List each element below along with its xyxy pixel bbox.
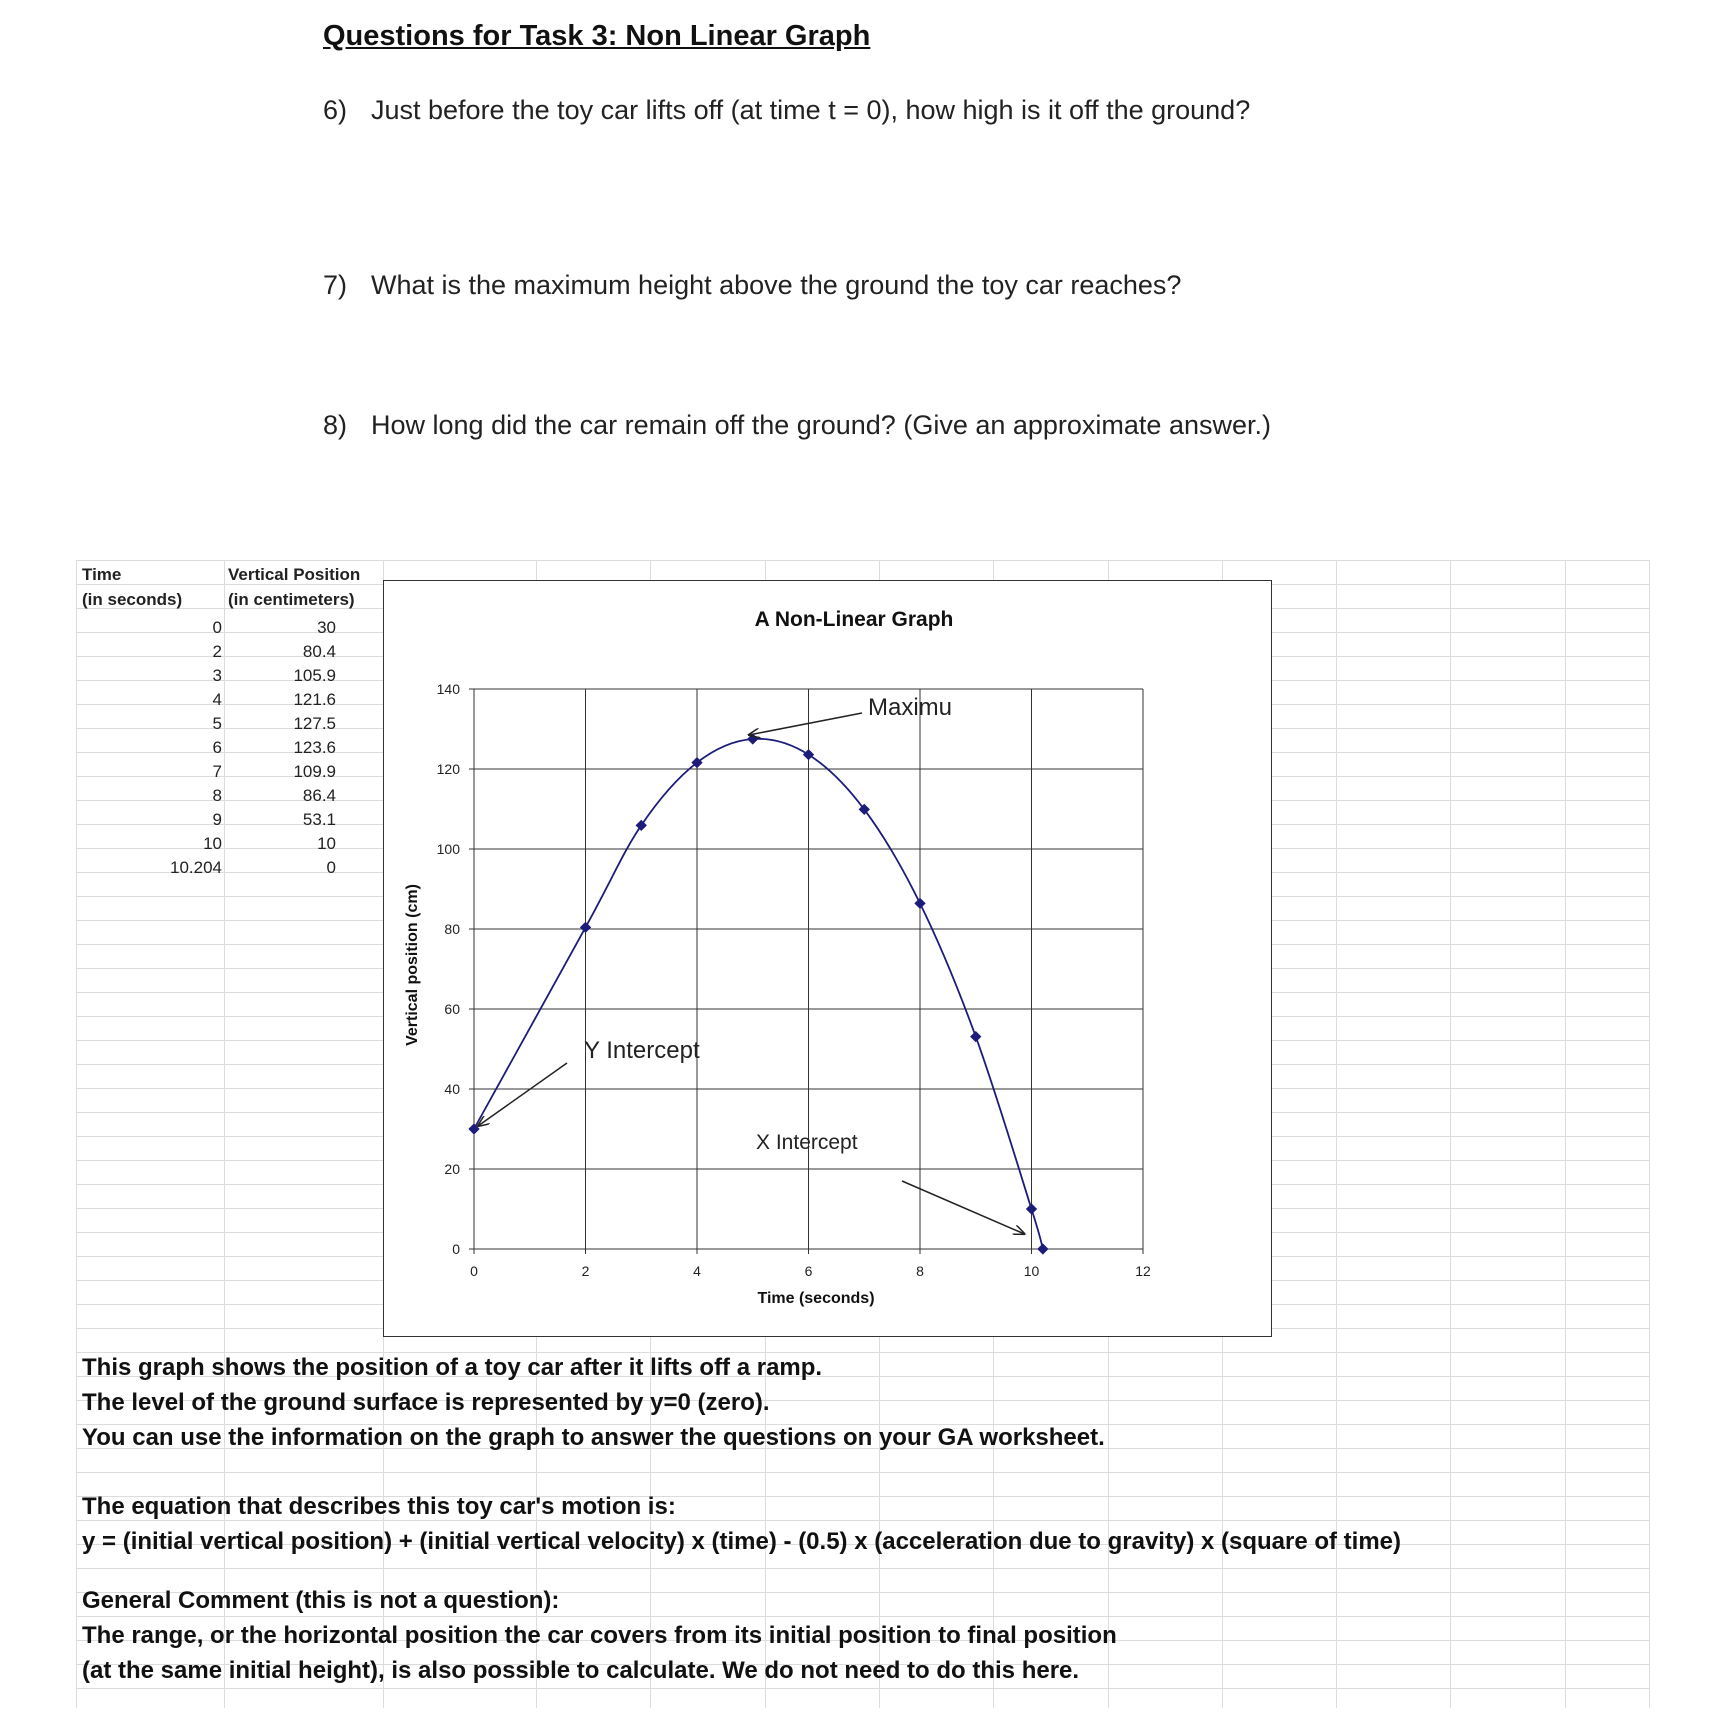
position-cell: 80.4 <box>302 642 336 661</box>
position-cell: 127.5 <box>293 714 336 733</box>
sheet-col-line <box>1565 560 1566 1708</box>
y-tick-label: 140 <box>436 681 460 697</box>
x-tick-label: 0 <box>470 1263 478 1279</box>
y-tick-label: 80 <box>444 921 460 937</box>
series-path <box>474 739 1043 1249</box>
position-unit-header: (in centimeters) <box>228 590 355 609</box>
description-line-2: The level of the ground surface is represented by y=0 (zero). <box>82 1389 770 1416</box>
x-axis-label: Time (seconds) <box>757 1290 875 1307</box>
sheet-row-line <box>76 1352 1650 1353</box>
data-point <box>580 922 591 933</box>
data-point <box>914 898 925 909</box>
position-cell: 0 <box>326 858 336 877</box>
x-tick-label: 6 <box>804 1263 813 1279</box>
position-cell: 10 <box>317 834 336 853</box>
time-cell: 10 <box>203 834 222 853</box>
sheet-row-line <box>76 1616 1650 1617</box>
time-cell: 8 <box>212 786 222 805</box>
position-cell: 121.6 <box>293 690 336 709</box>
chart-svg <box>384 581 1271 1336</box>
question-text: What is the maximum height above the ground the toy car reaches? <box>371 270 1182 300</box>
position-cell: 105.9 <box>293 666 336 685</box>
time-cell: 2 <box>212 642 222 661</box>
sheet-row-line <box>76 560 1650 561</box>
time-cell: 10.204 <box>170 858 222 877</box>
time-cell: 5 <box>212 714 222 733</box>
series-line <box>468 733 1048 1254</box>
equation-text: y = (initial vertical position) + (initial vertical velocity) x (time) - (0.5) x (acceleration due to gravity) x (square of time) <box>82 1528 1402 1555</box>
x-tick-label: 4 <box>693 1263 701 1279</box>
time-cell: 7 <box>212 762 222 781</box>
y-tick-label: 40 <box>444 1081 460 1097</box>
data-point <box>636 820 647 831</box>
time-unit-header: (in seconds) <box>82 590 183 609</box>
sheet-row-line <box>76 1568 1650 1569</box>
grid-lines <box>469 689 1143 1254</box>
sheet-row-line <box>76 1688 1650 1689</box>
y-tick-label: 0 <box>452 1241 460 1257</box>
chart-title: A Non-Linear Graph <box>754 608 954 631</box>
position-cell: 86.4 <box>302 786 336 805</box>
x-tick-label: 2 <box>581 1263 590 1279</box>
time-cell: 0 <box>212 618 222 637</box>
annotation-label: Maximu <box>868 694 953 721</box>
chart-container <box>383 580 1272 1337</box>
data-point <box>468 1123 479 1134</box>
question-8 <box>323 410 1271 441</box>
x-tick-label: 10 <box>1023 1263 1040 1279</box>
data-point <box>803 749 814 760</box>
y-axis-label: Vertical position (cm) <box>404 884 421 1046</box>
x-tick-label: 12 <box>1135 1263 1151 1279</box>
annotation-arrow <box>749 713 862 735</box>
time-cell: 9 <box>212 810 222 829</box>
y-tick-label: 100 <box>436 841 460 857</box>
question-number: 8) <box>323 410 348 440</box>
y-tick-label: 60 <box>444 1001 460 1017</box>
annotation-label: Y Intercept <box>584 1037 700 1064</box>
annotation-arrow <box>478 1063 567 1126</box>
annotations <box>478 694 1025 1234</box>
position-cell: 123.6 <box>293 738 336 757</box>
comment-heading: General Comment (this is not a question): <box>82 1587 560 1614</box>
position-cell: 53.1 <box>302 810 336 829</box>
worksheet-title: Questions for Task 3: Non Linear Graph <box>323 20 871 52</box>
x-tick-label: 8 <box>916 1263 924 1279</box>
tick-labels <box>437 681 1151 1279</box>
question-number: 7) <box>323 270 348 300</box>
equation-intro: The equation that describes this toy car's motion is: <box>82 1493 676 1520</box>
sheet-col-line <box>1649 560 1650 1708</box>
time-cell: 6 <box>212 738 222 757</box>
question-6 <box>323 95 1250 126</box>
position-cell: 30 <box>317 618 336 637</box>
sheet-row-line <box>76 1472 1650 1473</box>
time-header: Time <box>82 565 122 584</box>
y-tick-label: 20 <box>444 1161 460 1177</box>
question-text: Just before the toy car lifts off (at time t = 0), how high is it off the ground? <box>371 95 1251 125</box>
data-point <box>1037 1243 1048 1254</box>
description-line-3: You can use the information on the graph to answer the questions on your GA worksheet. <box>82 1424 1105 1451</box>
sheet-col-line <box>1450 560 1451 1708</box>
time-cell: 3 <box>212 666 222 685</box>
y-tick-label: 120 <box>436 761 460 777</box>
question-number: 6) <box>323 95 348 125</box>
sheet-col-line <box>76 560 77 1708</box>
question-7 <box>323 270 1181 301</box>
annotation-label: X Intercept <box>756 1131 858 1154</box>
comment-line-2: (at the same initial height), is also possible to calculate. We do not need to do this here. <box>82 1657 1080 1684</box>
question-text: How long did the car remain off the ground? (Give an approximate answer.) <box>371 410 1271 440</box>
time-cell: 4 <box>212 690 222 709</box>
position-cell: 109.9 <box>293 762 336 781</box>
description-line-1: This graph shows the position of a toy car after it lifts off a ramp. <box>82 1354 823 1381</box>
position-header: Vertical Position <box>228 565 361 584</box>
comment-line-1: The range, or the horizontal position the car covers from its initial position to final position <box>82 1622 1117 1649</box>
data-point <box>1026 1203 1037 1214</box>
data-point <box>970 1031 981 1042</box>
